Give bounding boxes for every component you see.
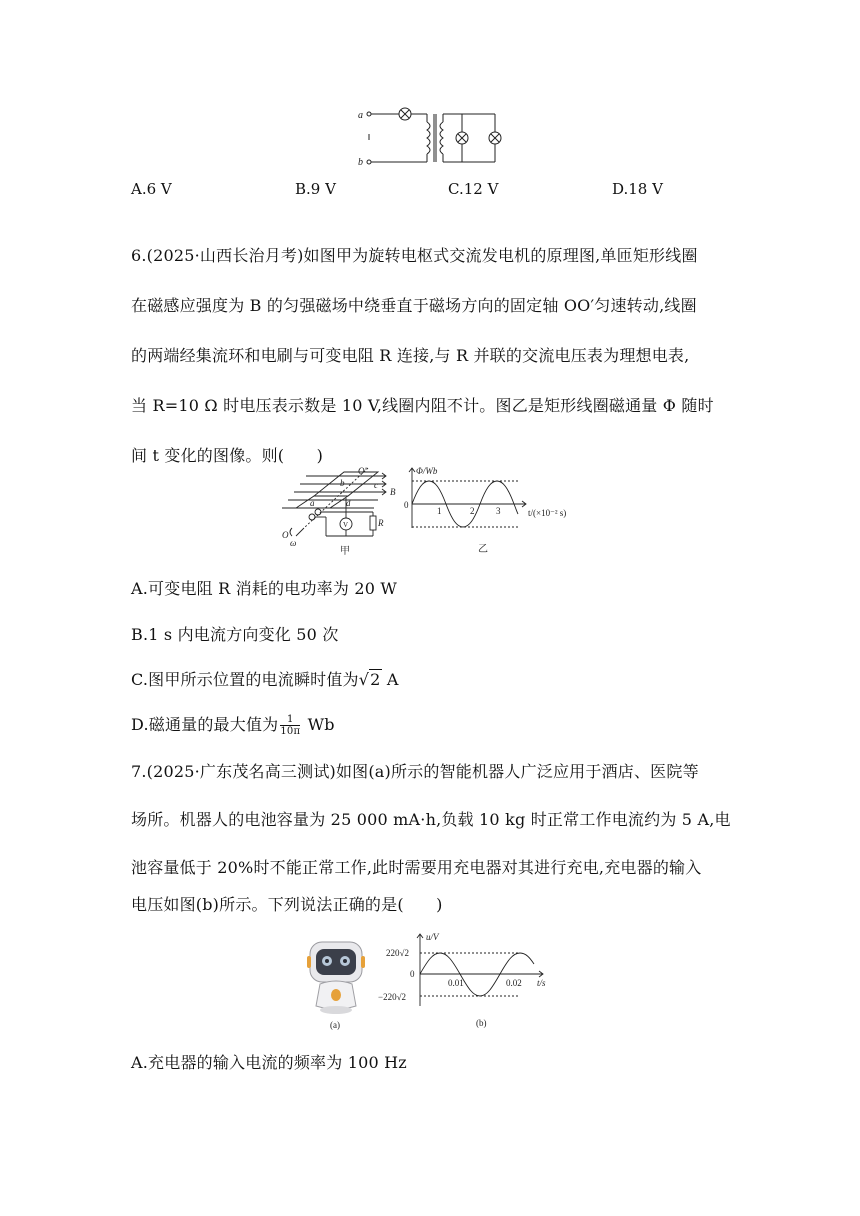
u-axis-label: u/V (426, 932, 439, 942)
t-axis-label: t/s (537, 978, 546, 988)
q7-line-3: 池容量低于 20%时不能正常工作,此时需要用充电器对其进行充电,充电器的输入 (131, 858, 702, 877)
q6-option-c-unit: A (386, 670, 399, 689)
voltage-time-graph-b (378, 930, 568, 1034)
omega-label: ω (290, 538, 297, 548)
axis-o-prime-label: O′ (358, 466, 367, 476)
corner-b-label: b (340, 478, 345, 488)
field-b-label: B (390, 487, 396, 497)
q6-option-b: B.1 s 内电流方向变化 50 次 (131, 625, 339, 644)
fraction-numerator: 1 (280, 714, 300, 726)
q7-line-2: 场所。机器人的电池容量为 25 000 mA·h,负载 10 kg 时正常工作电流约为 5 A,电 (131, 810, 731, 829)
time-axis-label: t/(×10⁻² s) (528, 508, 567, 518)
figure-yi-caption: 乙 (478, 544, 488, 555)
q5-option-a: A.6 V (131, 180, 172, 198)
tick-1-label: 1 (437, 506, 442, 516)
sqrt-expression: √2 (358, 670, 381, 689)
origin-label: 0 (410, 969, 415, 979)
q6-option-d-text: D.磁通量的最大值为 (131, 715, 279, 734)
q6-option-d-unit: Wb (307, 715, 335, 734)
sqrt-radicand: 2 (370, 670, 381, 689)
q6-line-3: 的两端经集流环和电刷与可变电阻 R 连接,与 R 并联的交流电压表为理想电表, (131, 346, 690, 365)
tick-001-label: 0.01 (448, 978, 464, 988)
q7-option-a: A.充电器的输入电流的频率为 100 Hz (131, 1053, 407, 1072)
tick-002-label: 0.02 (506, 978, 522, 988)
tick-2-label: 2 (470, 506, 475, 516)
phi-axis-label: Φ/Wb (416, 466, 438, 476)
corner-d-label: d (346, 498, 351, 508)
peak-negative-label: −220√2 (378, 992, 407, 1002)
figure-b-caption: (b) (476, 1018, 487, 1028)
origin-label: 0 (404, 500, 409, 510)
fraction-denominator: 10π (280, 726, 301, 737)
q6-line-5: 间 t 变化的图像。则( ) (131, 446, 324, 465)
figure-a-caption: (a) (330, 1020, 340, 1030)
terminal-b-label: b (358, 157, 363, 168)
q6-line-2: 在磁感应强度为 B 的匀强磁场中绕垂直于磁场方向的固定轴 OO′匀速转动,线圈 (131, 296, 697, 315)
figure-jia-caption: 甲 (340, 546, 350, 556)
q6-option-c (131, 670, 399, 690)
corner-a-label: a (310, 498, 315, 508)
q5-option-d: D.18 V (612, 180, 663, 198)
terminal-a-label: a (358, 110, 363, 121)
robot-image (306, 940, 366, 1032)
tick-3-label: 3 (496, 506, 501, 516)
q6-line-4: 当 R=10 Ω 时电压表示数是 10 V,线圈内阻不计。图乙是矩形线圈磁通量 Φ 随时 (131, 396, 714, 415)
voltmeter-label: V (343, 521, 349, 529)
transformer-circuit-diagram (355, 104, 515, 170)
q7-line-4: 电压如图(b)所示。下列说法正确的是( ) (131, 895, 443, 914)
resistor-r-label: R (378, 518, 384, 528)
generator-diagram-jia (278, 466, 408, 556)
fraction (280, 714, 300, 737)
axis-o-label: O (282, 530, 289, 540)
q6-line-1: 6.(2025·山西长治月考)如图甲为旋转电枢式交流发电机的原理图,单匝矩形线圈 (131, 246, 698, 265)
q6-option-a: A.可变电阻 R 消耗的电功率为 20 W (131, 579, 398, 598)
peak-positive-label: 220√2 (386, 948, 409, 958)
q5-option-c: C.12 V (448, 180, 499, 198)
flux-time-graph-yi (398, 460, 598, 556)
corner-c-label: c (374, 480, 378, 490)
q5-option-b: B.9 V (295, 180, 336, 198)
q6-option-c-text: C.图甲所示位置的电流瞬时值为 (131, 670, 359, 689)
q7-line-1: 7.(2025·广东茂名高三测试)如图(a)所示的智能机器人广泛应用于酒店、医院等 (131, 762, 699, 781)
q6-option-d (131, 714, 335, 737)
